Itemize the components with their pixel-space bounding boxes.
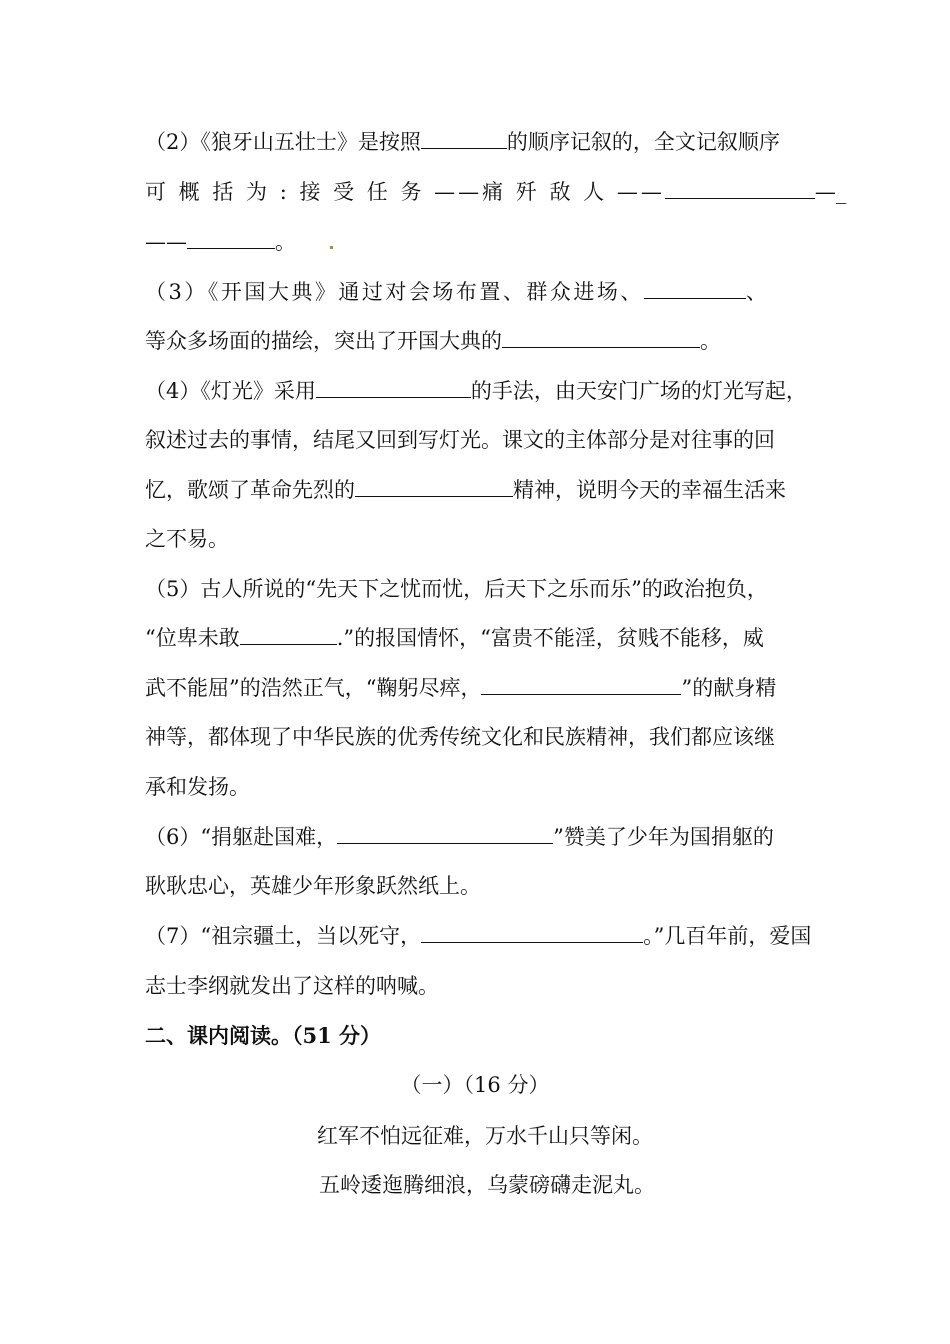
q5-blank-1[interactable] — [240, 626, 337, 645]
q5-line-1 — [145, 574, 810, 604]
section-heading: 二、课内阅读。（51 分） — [145, 1023, 382, 1048]
poem-line-2: 五岭逶迤腾细浪，乌蒙磅礴走泥丸。 — [319, 1173, 655, 1197]
q3-blank-2[interactable] — [502, 329, 700, 348]
q7-text-1a: （7）“祖宗疆土，当以死守， — [145, 924, 422, 948]
q4-line-1 — [145, 376, 810, 406]
poem-line-1: 红军不怕远征难，万水千山只等闲。 — [317, 1124, 653, 1148]
q7-text-2: 志士李纲就发出了这样的呐喊。 — [145, 974, 439, 998]
q2-text-1b: 的顺序记叙的，全文记叙顺序 — [506, 130, 780, 154]
q7-line-1 — [145, 921, 810, 951]
q7-text-1b: 。”几百年前，爱国 — [643, 924, 812, 948]
q4-text-3b: 精神，说明今天的幸福生活来 — [513, 478, 786, 502]
q3-line-1 — [145, 277, 810, 307]
q2-text-3b: 。 — [275, 230, 296, 254]
q6-blank-1[interactable] — [337, 825, 553, 844]
q5-text-2b: .”的报国情怀，“富贵不能淫，贫贱不能移，威 — [336, 626, 764, 650]
q5-line-3 — [145, 673, 810, 703]
q4-text-3a: 忆，歌颂了革命先烈的 — [145, 478, 355, 502]
q2-blank-1[interactable] — [421, 130, 507, 149]
q5-text-3a: 武不能屈”的浩然正气，“鞠躬尽瘁， — [145, 676, 482, 700]
q7-blank-1[interactable] — [421, 924, 643, 943]
q2-line-1 — [145, 127, 810, 157]
q2-blank-3[interactable] — [187, 230, 275, 249]
q7-line-2 — [145, 971, 810, 1001]
q3-blank-1[interactable] — [644, 280, 746, 299]
q4-text-4: 之不易。 — [145, 527, 229, 551]
q6-text-1a: （6）“捐躯赴国难， — [145, 825, 338, 849]
q2-line-2 — [145, 177, 847, 207]
q5-line-5 — [145, 772, 810, 802]
q5-text-3b: ”的献身精 — [681, 676, 777, 700]
q3-text-2b: 。 — [700, 329, 721, 353]
q2-text-3a: —— — [145, 230, 187, 254]
q5-line-4 — [145, 722, 810, 752]
q6-line-1 — [145, 822, 810, 852]
section-subheading: （一）（16 分） — [400, 1073, 550, 1097]
q3-text-1a: （3）《开国大典》通过对会场布置、群众进场、 — [145, 280, 644, 304]
q4-text-2: 叙述过去的事情，结尾又回到写灯光。课文的主体部分是对往事的回 — [145, 428, 775, 452]
q2-line-3 — [145, 227, 810, 257]
q4-text-1b: 的手法，由天安门广场的灯光写起， — [470, 379, 807, 403]
q5-text-5: 承和发扬。 — [145, 775, 250, 799]
q5-text-4: 神等，都体现了中华民族的优秀传统文化和民族精神，我们都应该继 — [145, 725, 775, 749]
q2-text-2a: 可 概 括 为 : 接 受 任 务 ——痛 歼 敌 人 —— — [145, 180, 665, 204]
q4-line-3 — [145, 475, 810, 505]
q5-text-2a: “位卑未敢 — [145, 626, 240, 650]
q4-blank-1[interactable] — [316, 379, 471, 398]
stray-dot — [330, 246, 333, 249]
q6-line-2 — [145, 871, 810, 901]
q6-text-1b: ”赞美了少年为国捐躯的 — [553, 825, 774, 849]
q2-text-1a: （2）《狼牙山五壮士》是按照 — [145, 130, 421, 154]
q5-line-2 — [145, 623, 810, 653]
q3-text-1b: 、 — [745, 280, 767, 304]
q4-line-4 — [145, 524, 810, 554]
q4-blank-2[interactable] — [355, 478, 513, 497]
q3-text-2a: 等众多场面的描绘，突出了开国大典的 — [145, 329, 502, 353]
q5-text-1: （5）古人所说的“先天下之忧而忧，后天下之乐而乐”的政治抱负， — [145, 577, 768, 601]
q4-text-1a: （4）《灯光》采用 — [145, 379, 316, 403]
q6-text-2: 耿耿忠心，英雄少年形象跃然纸上。 — [145, 874, 481, 898]
q2-blank-2[interactable] — [665, 180, 815, 199]
q3-line-2 — [145, 326, 810, 356]
q4-line-2 — [145, 425, 810, 455]
q5-blank-2[interactable] — [481, 676, 681, 695]
q2-text-2b: —_ — [814, 180, 847, 204]
